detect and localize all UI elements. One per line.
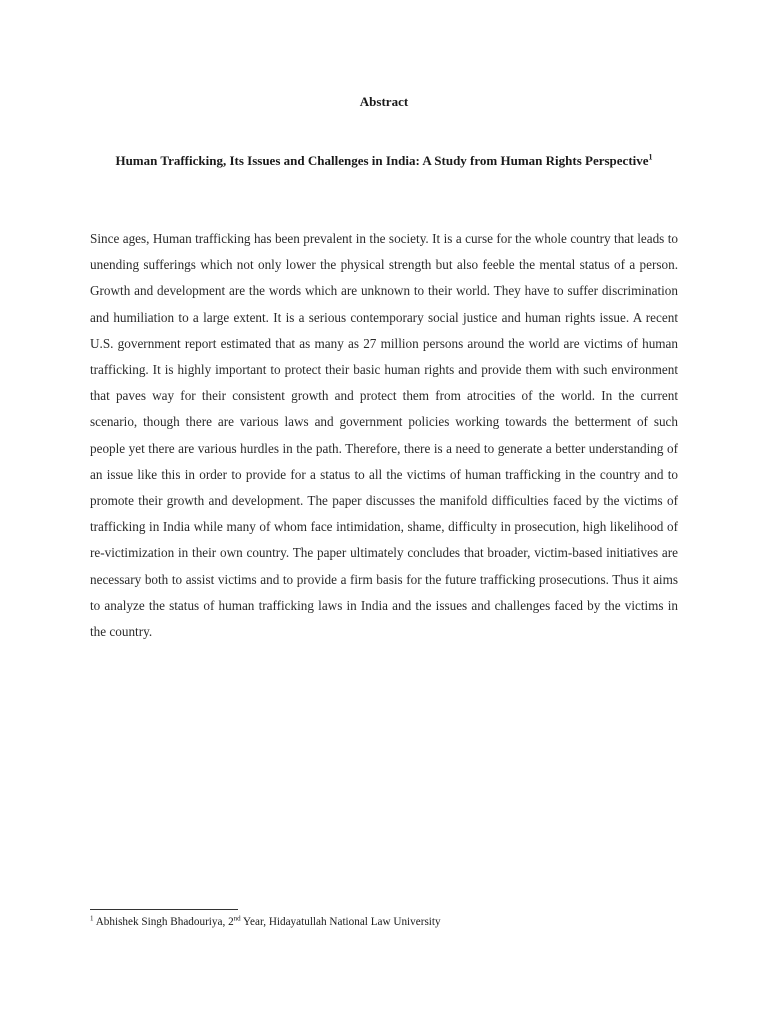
footnote-affiliation: Year, Hidayatullah National Law University xyxy=(240,916,441,928)
title-footnote-marker[interactable]: 1 xyxy=(648,152,653,162)
footnote-divider xyxy=(90,909,238,910)
abstract-heading: Abstract xyxy=(359,94,409,109)
footnote-year-suffix: nd xyxy=(233,914,241,923)
paper-title xyxy=(90,148,678,174)
footnote-author: Abhishek Singh Bhadouriya, 2 xyxy=(95,916,234,928)
paper-title-text: Human Trafficking, Its Issues and Challenges in India: A Study from Human Rights Perspective xyxy=(115,153,649,168)
footnote-marker: 1 xyxy=(90,914,94,923)
abstract-body: Since ages, Human trafficking has been prevalent in the society. It is a curse for the whole country that leads to unending sufferings which not only lower the physical strength but also feeble the mental status of a person. Growth and development are the words which are unknown to their world. They have to suffer discrimination and humiliation to a large extent. It is a serious contemporary social justice and human rights issue. A recent U.S. government report estimated that as many as 27 million persons around the world are victims of human trafficking. It is highly important to protect their basic human rights and provide them with such environment that paves way for their consistent growth and protect them from atrocities of the world. In the current scenario, though there are various laws and government policies working towards the betterment of such people yet there are various hurdles in the path. Therefore, there is a need to generate a better understanding of an issue like this in order to provide for a status to all the victims of human trafficking in the country and to promote their growth and development. The paper discusses the manifold difficulties faced by the victims of trafficking in India while many of whom face intimidation, shame, difficulty in prosecution, high likelihood of re-victimization in their own country. The paper ultimately concludes that broader, victim-based initiatives are necessary both to assist victims and to provide a firm basis for the future trafficking prosecutions. Thus it aims to analyze the status of human trafficking laws in India and the issues and challenges faced by the victims in the country. xyxy=(90,231,678,640)
footnote xyxy=(90,914,441,930)
